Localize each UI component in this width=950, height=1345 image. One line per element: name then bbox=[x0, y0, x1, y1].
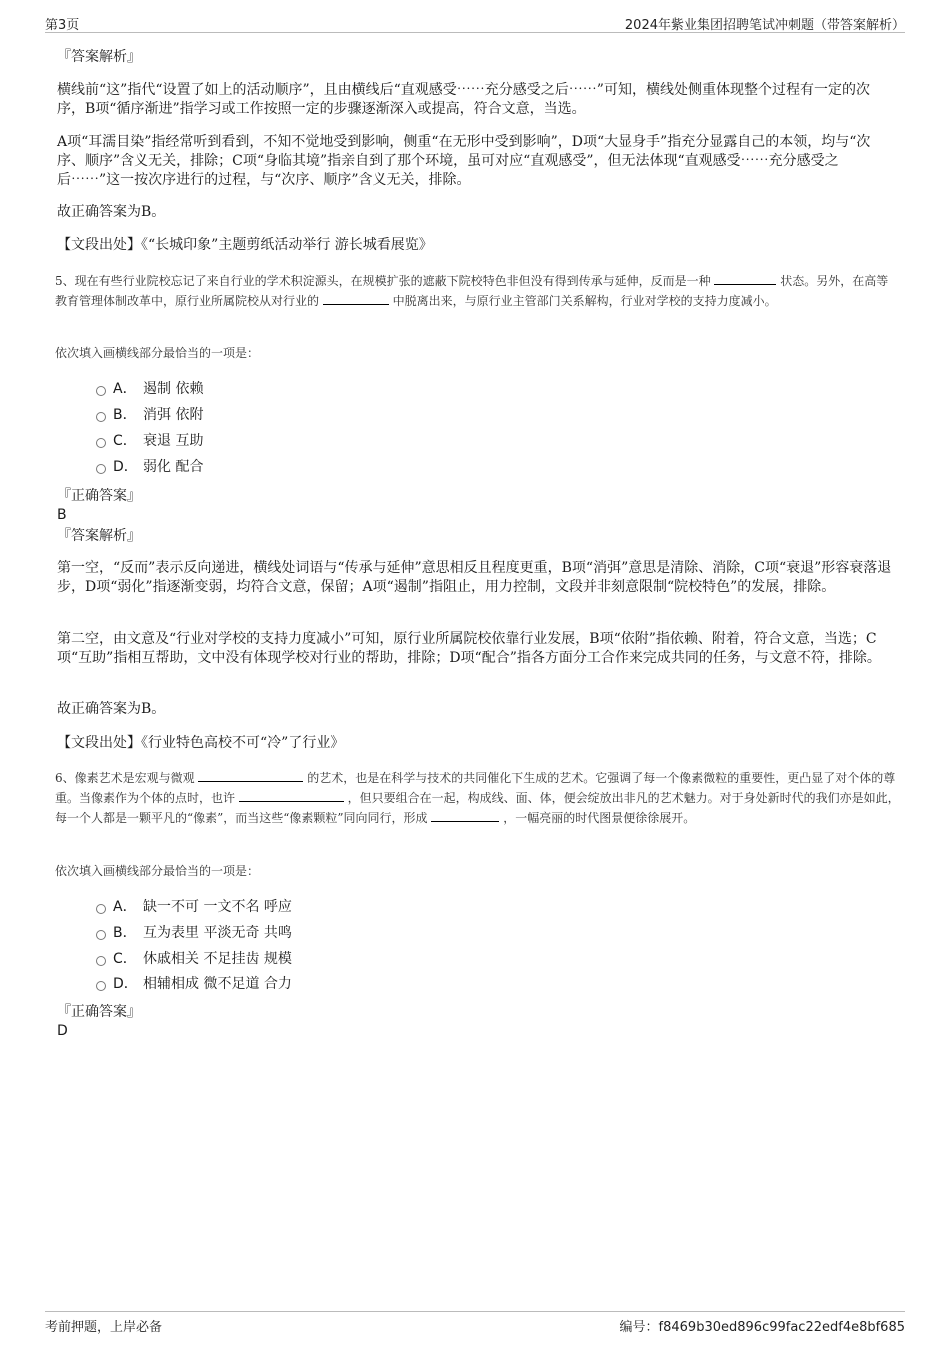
q6-prompt: 依次填入画横线部分最恰当的一项是： bbox=[55, 864, 260, 878]
document-id: 编号：f8469b30ed896c99fac22edf4e8bf685 bbox=[619, 1320, 905, 1335]
q6-blank-2 bbox=[239, 788, 344, 802]
q6-answer-label: 『正确答案』 bbox=[57, 1004, 141, 1020]
q5-option-c[interactable]: C． 衰退 互助 bbox=[96, 432, 203, 451]
q6-stem-part-2: 的艺术，也是在科学与技术的共同催化下生成的艺术。它强调了每一个像素微粒的重要性，更凸显了对个体的尊重。当像素作为个体的点时，也许 bbox=[55, 771, 896, 805]
footer-slogan: 考前押题，上岸必备 bbox=[45, 1320, 163, 1335]
q6-stem-part-4: ，一幅亮丽的时代图景便徐徐展开。 bbox=[503, 811, 696, 825]
page-number: 第3页 bbox=[45, 18, 80, 33]
radio-icon[interactable] bbox=[96, 386, 106, 396]
q6-blank-3 bbox=[431, 808, 499, 822]
q6-answer: D bbox=[57, 1023, 68, 1039]
q5-analysis-label: 『答案解析』 bbox=[57, 528, 141, 544]
document-title: 2024年紫业集团招聘笔试冲刺题（带答案解析） bbox=[624, 18, 905, 33]
q5-analysis-paragraph-1: 第一空，“反而”表示反向递进，横线处词语与“传承与延伸”意思相反且程度更重，B项“消弭”意思是清除、消除，C项“衰退”形容衰落退步，D项“弱化”指逐渐变弱，均符合文意，保留；A项“遏制”指阻止，用力控制，文段并非刻意限制“院校特色”的发展，排除。 bbox=[57, 560, 892, 595]
q5-stem-part-3: 中脱离出来，与原行业主管部门关系解构，行业对学校的支持力度减小。 bbox=[392, 294, 777, 308]
q6-option-d[interactable]: D． 相辅相成 微不足道 合力 bbox=[96, 975, 292, 994]
q5-stem-part-1: 5、现在有些行业院校忘记了来自行业的学术积淀源头，在规模扩张的遮蔽下院校特色非但没有得到传承与延伸，反而是一种 bbox=[55, 274, 711, 288]
q6-blank-1 bbox=[198, 768, 303, 782]
radio-icon[interactable] bbox=[96, 904, 106, 914]
q5-stem bbox=[55, 271, 900, 311]
q5-source: 【文段出处】《行业特色高校不可“冷”了行业》 bbox=[57, 735, 345, 751]
radio-icon[interactable] bbox=[96, 981, 106, 991]
q6-stem-part-1: 6、像素艺术是宏观与微观 bbox=[55, 771, 195, 785]
q4-analysis-paragraph-1: 横线前“这”指代“设置了如上的活动顺序”，且由横线后“直观感受⋯⋯充分感受之后⋯⋯”可知，横线处侧重体现整个过程有一定的次序，B项“循序渐进”指学习或工作按照一定的步骤逐渐深入或提高，符合文意，当选。 bbox=[57, 82, 870, 117]
q5-option-a[interactable]: A． 遏制 依赖 bbox=[96, 380, 203, 399]
radio-icon[interactable] bbox=[96, 956, 106, 966]
radio-icon[interactable] bbox=[96, 930, 106, 940]
q4-conclusion: 故正确答案为B。 bbox=[57, 204, 166, 220]
q6-option-a[interactable]: A． 缺一不可 一文不名 呼应 bbox=[96, 898, 292, 917]
q6-option-b[interactable]: B． 互为表里 平淡无奇 共鸣 bbox=[96, 924, 292, 943]
q5-blank-1 bbox=[714, 271, 776, 285]
q4-analysis-paragraph-2: A项“耳濡目染”指经常听到看到，不知不觉地受到影响，侧重“在无形中受到影响”，D项“大显身手”指充分显露自己的本领，均与“次序、顺序”含义无关，排除；C项“身临其境”指亲自到了那个环境，虽可对应“直观感受”，但无法体现“直观感受⋯⋯充分感受之后⋯⋯”这一按次序进行的过程，与“次序、顺序”含义无关，排除。 bbox=[57, 134, 871, 188]
q5-stem-part-2: 状态。另外，在高等教育管理体制改革中，原行业所属院校从对行业的 bbox=[55, 274, 889, 308]
radio-icon[interactable] bbox=[96, 464, 106, 474]
q5-option-d[interactable]: D． 弱化 配合 bbox=[96, 458, 203, 477]
q5-prompt: 依次填入画横线部分最恰当的一项是： bbox=[55, 346, 260, 360]
page-header bbox=[45, 14, 905, 33]
q5-answer: B bbox=[57, 507, 67, 523]
q4-source: 【文段出处】《“长城印象”主题剪纸活动举行 游长城看展览》 bbox=[57, 237, 433, 253]
radio-icon[interactable] bbox=[96, 412, 106, 422]
page-footer bbox=[45, 1311, 905, 1335]
q5-blank-2 bbox=[323, 291, 389, 305]
q5-answer-label: 『正确答案』 bbox=[57, 488, 141, 504]
q5-conclusion: 故正确答案为B。 bbox=[57, 701, 166, 717]
q4-analysis-label: 『答案解析』 bbox=[57, 49, 141, 65]
q6-stem-part-3: ，但只要组合在一起，构成线、面、体，便会绽放出非凡的艺术魅力。对于身处新时代的我们亦是如此，每一个人都是一颗平凡的“像素”，而当这些“像素颗粒”同向同行，形成 bbox=[55, 791, 900, 825]
q5-analysis-paragraph-2: 第二空，由文意及“行业对学校的支持力度减小”可知，原行业所属院校依靠行业发展，B项“依附”指依赖、附着，符合文意，当选；C项“互助”指相互帮助，文中没有体现学校对行业的帮助，排除；D项“配合”指各方面分工合作来完成共同的任务，与文意不符，排除。 bbox=[57, 631, 881, 666]
radio-icon[interactable] bbox=[96, 438, 106, 448]
q6-option-c[interactable]: C． 休戚相关 不足挂齿 规模 bbox=[96, 950, 292, 969]
q5-option-b[interactable]: B． 消弭 依附 bbox=[96, 406, 203, 425]
q6-stem bbox=[55, 768, 900, 828]
